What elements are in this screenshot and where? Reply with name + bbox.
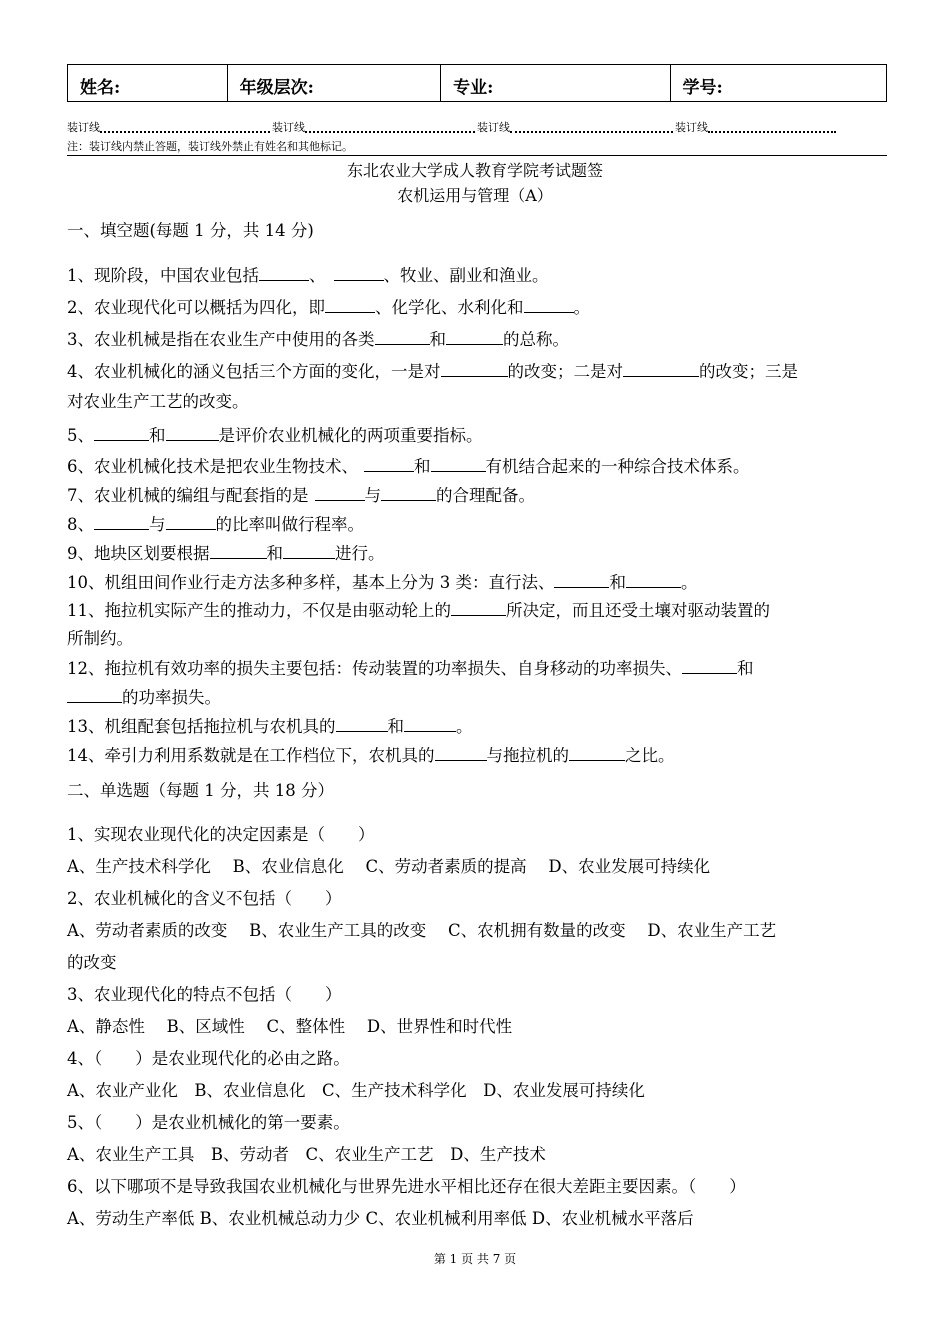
- question-11-cont: 所制约。: [67, 629, 133, 648]
- question-10: 10、机组田间作业行走方法多种多样，基本上分为 3 类：直行法、 和 。: [67, 573, 698, 592]
- mc-line: A、农业产业化 B、农业信息化 C、生产技术科学化 D、农业发展可持续化: [67, 1081, 645, 1100]
- mc-line: 1、实现农业现代化的决定因素是（ ）: [67, 825, 375, 844]
- mc-line: 2、农业机械化的含义不包括（ ）: [67, 889, 342, 908]
- binding-label: 装订线: [675, 121, 708, 134]
- answer-blank[interactable]: [94, 513, 149, 530]
- question-12: 12、拖拉机有效功率的损失主要包括：传动装置的功率损失、自身移动的功率损失、 和: [67, 659, 754, 678]
- question-4-cont: 对农业生产工艺的改变。: [67, 392, 249, 411]
- binding-label: 装订线: [477, 121, 510, 134]
- answer-blank[interactable]: [435, 744, 487, 761]
- divider: [67, 155, 887, 156]
- answer-blank[interactable]: [315, 484, 365, 501]
- binding-dots: [510, 125, 673, 133]
- mc-line: A、劳动生产率低 B、农业机械总动力少 C、农业机械利用率低 D、农业机械水平落后: [67, 1209, 694, 1228]
- question-8: 8、 与 的比率叫做行程率。: [67, 515, 364, 534]
- mc-line: A、静态性 B、区域性 C、整体性 D、世界性和时代性: [67, 1017, 513, 1036]
- name-label: 姓名:: [80, 78, 121, 98]
- answer-blank[interactable]: [524, 296, 574, 313]
- question-14: 14、牵引力利用系数就是在工作档位下，农机具的 与拖拉机的 之比。: [67, 746, 675, 765]
- binding-dots: [708, 125, 836, 133]
- mc-line: 的改变: [67, 953, 117, 972]
- answer-blank[interactable]: [334, 264, 384, 281]
- school-title: 东北农业大学成人教育学院考试题签: [346, 161, 603, 180]
- major-label: 专业:: [453, 78, 494, 98]
- question-11: 11、拖拉机实际产生的推动力，不仅是由驱动轮上的 所决定，而且还受土壤对驱动装置的: [67, 601, 770, 620]
- answer-blank[interactable]: [404, 715, 456, 732]
- question-3: 3、农业机械是指在农业生产中使用的各类 和 的总称。: [67, 330, 569, 349]
- answer-blank[interactable]: [554, 571, 609, 588]
- section1-heading: 一、填空题(每题 1 分，共 14 分): [67, 221, 314, 240]
- binding-label: 装订线: [67, 121, 100, 134]
- student-info-table: [67, 64, 887, 102]
- answer-blank[interactable]: [283, 542, 335, 559]
- name-field[interactable]: [68, 65, 228, 101]
- answer-blank[interactable]: [623, 360, 699, 377]
- question-13: 13、机组配套包括拖拉机与农机具的 和 。: [67, 717, 473, 736]
- section2-heading: 二、单选题（每题 1 分，共 18 分）: [67, 781, 334, 800]
- answer-blank[interactable]: [94, 424, 149, 441]
- binding-label: 装订线: [272, 121, 305, 134]
- mc-line: 5、（ ）是农业机械化的第一要素。: [67, 1113, 350, 1132]
- answer-blank[interactable]: [682, 657, 737, 674]
- answer-blank[interactable]: [441, 360, 508, 377]
- answer-blank[interactable]: [626, 571, 681, 588]
- mc-line: A、农业生产工具 B、劳动者 C、农业生产工艺 D、生产技术: [67, 1145, 546, 1164]
- binding-note: 注：装订线内禁止答题，装订线外禁止有姓名和其他标记。: [67, 140, 353, 153]
- mc-line: A、劳动者素质的改变 B、农业生产工具的改变 C、农机拥有数量的改变 D、农业生产工艺: [67, 921, 777, 940]
- answer-blank[interactable]: [325, 296, 375, 313]
- question-7: 7、农业机械的编组与配套指的是 与 的合理配备。: [67, 486, 535, 505]
- question-6: 6、农业机械化技术是把农业生物技术、 和 有机结合起来的一种综合技术体系。: [67, 457, 750, 476]
- answer-blank[interactable]: [375, 328, 430, 345]
- answer-blank[interactable]: [259, 264, 309, 281]
- question-5: 5、 和 是评价农业机械化的两项重要指标。: [67, 426, 483, 445]
- answer-blank[interactable]: [67, 686, 122, 703]
- question-12-cont: 的功率损失。: [67, 686, 887, 709]
- grade-label: 年级层次:: [239, 78, 314, 98]
- answer-blank[interactable]: [446, 328, 503, 345]
- answer-blank[interactable]: [166, 513, 216, 530]
- mc-line: A、生产技术科学化 B、农业信息化 C、劳动者素质的提高 D、农业发展可持续化: [67, 857, 711, 876]
- binding-dots: [100, 125, 270, 133]
- mc-line: 4、（ ）是农业现代化的必由之路。: [67, 1049, 350, 1068]
- answer-blank[interactable]: [166, 424, 219, 441]
- student-id-label: 学号:: [682, 78, 723, 98]
- answer-blank[interactable]: [569, 744, 625, 761]
- mc-line: 6、以下哪项不是导致我国农业机械化与世界先进水平相比还存在很大差距主要因素。（ ）: [67, 1177, 746, 1196]
- answer-blank[interactable]: [364, 455, 414, 472]
- binding-line: [67, 121, 887, 135]
- major-field[interactable]: [441, 65, 670, 101]
- question-2: 2、农业现代化可以概括为四化，即 、化学化、水利化和 。: [67, 298, 590, 317]
- page-number: 第 1 页 共 7 页: [433, 1252, 517, 1266]
- answer-blank[interactable]: [381, 484, 436, 501]
- answer-blank[interactable]: [431, 455, 486, 472]
- answer-blank[interactable]: [451, 599, 506, 616]
- course-title: 农机运用与管理（A）: [397, 186, 553, 205]
- binding-dots: [305, 125, 475, 133]
- question-4: 4、农业机械化的涵义包括三个方面的变化，一是对 的改变；二是对 的改变；三是: [67, 362, 798, 381]
- mc-line: 3、农业现代化的特点不包括（ ）: [67, 985, 342, 1004]
- student-id-field[interactable]: [671, 65, 886, 101]
- grade-field[interactable]: [228, 65, 441, 101]
- question-1: 1、现阶段，中国农业包括 、 、牧业、副业和渔业。: [67, 266, 549, 285]
- question-9: 9、地块区划要根据 和 进行。: [67, 544, 385, 563]
- answer-blank[interactable]: [210, 542, 267, 559]
- answer-blank[interactable]: [336, 715, 388, 732]
